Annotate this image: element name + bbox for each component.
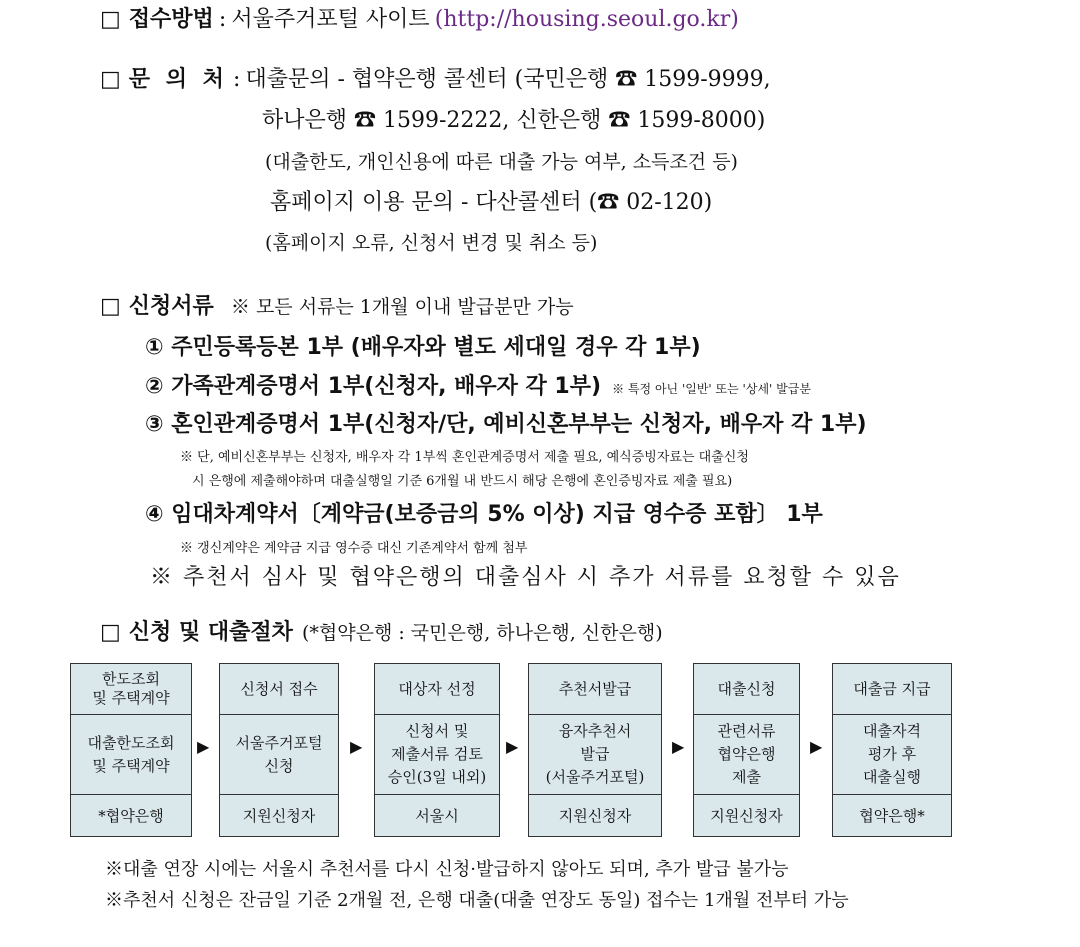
document-item-1: ① 주민등록등본 1부 (배우자와 별도 세대일 경우 각 1부) [145, 335, 701, 360]
contact-row [100, 62, 771, 93]
documents-caution: ※ 추천서 심사 및 협약은행의 대출심사 시 추가 서류를 요청할 수 있음 [150, 565, 901, 590]
contact-line-2: 하나은행 ☎ 1599-2222, 신한은행 ☎ 1599-8000) [262, 108, 766, 133]
flow-step-body: 관련서류 협약은행 제출 [694, 715, 799, 795]
documents-note: ※ 모든 서류는 1개월 이내 발급분만 가능 [230, 296, 574, 318]
flow-step-4 [528, 663, 662, 837]
flow-step-title: 대출신청 [694, 664, 799, 715]
document-item-3-note-1: ※ 단, 예비신혼부부는 신청자, 배우자 각 1부씩 혼인관계증명서 제출 필요, 예식증빙자료는 대출신청 [180, 450, 749, 465]
flow-step-actor: *협약은행 [98, 806, 164, 825]
apply-method-heading: 접수방법 [128, 7, 214, 32]
checkbox-bullet-icon: □ [100, 7, 121, 32]
document-item-2: ② 가족관계증명서 1부(신청자, 배우자 각 1부) [145, 374, 602, 399]
documents-heading: 신청서류 [128, 294, 214, 319]
document-item-3-note-2: 시 은행에 제출해야하며 대출실행일 기준 6개월 내 반드시 해당 은행에 혼인증빙자료 제출 필요) [192, 474, 733, 489]
flow-step-title: 추천서발급 [529, 664, 661, 715]
flow-step-2 [219, 663, 339, 837]
flow-arrow-icon: ▶ [672, 737, 685, 756]
flow-step-actor: 협약은행* [859, 806, 925, 825]
flow-step-body: 서울주거포털 신청 [220, 715, 338, 795]
footer-note-2: ※추천서 신청은 잔금일 기준 2개월 전, 은행 대출(대출 연장도 동일) 접수는 1개월 전부터 가능 [105, 890, 849, 911]
apply-method-text: 서울주거포털 사이트 [231, 7, 430, 32]
flow-step-actor: 지원신청자 [242, 806, 316, 825]
contact-line-5: (홈페이지 오류, 신청서 변경 및 취소 등) [265, 232, 598, 254]
flow-step-title: 대출금 지급 [833, 664, 951, 715]
checkbox-bullet-icon: □ [100, 67, 121, 92]
document-item-2-note: ※ 특정 아닌 '일반' 또는 '상세' 발급분 [612, 382, 811, 396]
flow-step-title: 한도조회 및 주택계약 [71, 664, 191, 715]
documents-row [100, 289, 574, 320]
contact-line-1: 대출문의 - 협약은행 콜센터 (국민은행 ☎ 1599-9999, [245, 67, 771, 92]
flow-arrow-icon: ▶ [350, 737, 363, 756]
flow-step-body: 대출자격 평가 후 대출실행 [833, 715, 951, 795]
flow-step-title: 신청서 접수 [220, 664, 338, 715]
contact-colon: : [232, 67, 241, 92]
apply-method-row [100, 2, 739, 33]
flow-step-1 [70, 663, 192, 837]
flow-step-actor: 지원신청자 [710, 806, 783, 825]
flow-step-actor: 지원신청자 [558, 806, 632, 825]
procedure-heading: 신청 및 대출절차 [128, 620, 293, 645]
apply-method-url[interactable]: (http://housing.seoul.go.kr) [434, 7, 739, 32]
document-item-3: ③ 혼인관계증명서 1부(신청자/단, 예비신혼부부는 신청자, 배우자 각 1부) [145, 412, 867, 437]
flow-step-title: 대상자 선정 [375, 664, 499, 715]
contact-heading: 문 의 처 [128, 67, 228, 92]
apply-method-colon: : [218, 7, 227, 32]
procedure-note: (*협약은행 : 국민은행, 하나은행, 신한은행) [301, 622, 663, 644]
flow-step-body: 대출한도조회 및 주택계약 [71, 715, 191, 795]
document-item-4-note: ※ 갱신계약은 계약금 지급 영수증 대신 기존계약서 함께 첨부 [180, 541, 528, 556]
footer-note-1: ※대출 연장 시에는 서울시 추천서를 다시 신청·발급하지 않아도 되며, 추가 발급 불가능 [105, 859, 789, 880]
checkbox-bullet-icon: □ [100, 620, 121, 645]
flow-arrow-icon: ▶ [810, 737, 823, 756]
flow-arrow-icon: ▶ [506, 737, 519, 756]
checkbox-bullet-icon: □ [100, 294, 121, 319]
procedure-row [100, 615, 663, 646]
flow-step-3 [374, 663, 500, 837]
document-item-2-row [145, 369, 811, 400]
flow-arrow-icon: ▶ [197, 737, 210, 756]
contact-line-3: (대출한도, 개인신용에 따른 대출 가능 여부, 소득조건 등) [265, 151, 738, 173]
flow-step-actor: 서울시 [415, 806, 459, 825]
document-item-4: ④ 임대차계약서〔계약금(보증금의 5% 이상) 지급 영수증 포함〕 1부 [145, 502, 823, 527]
flow-step-body: 융자추천서 발급 (서울주거포털) [529, 715, 661, 795]
flow-step-5 [693, 663, 800, 837]
flow-step-body: 신청서 및 제출서류 검토 승인(3일 내외) [375, 715, 499, 795]
contact-line-4: 홈페이지 이용 문의 - 다산콜센터 (☎ 02-120) [270, 190, 713, 215]
flow-step-6 [832, 663, 952, 837]
